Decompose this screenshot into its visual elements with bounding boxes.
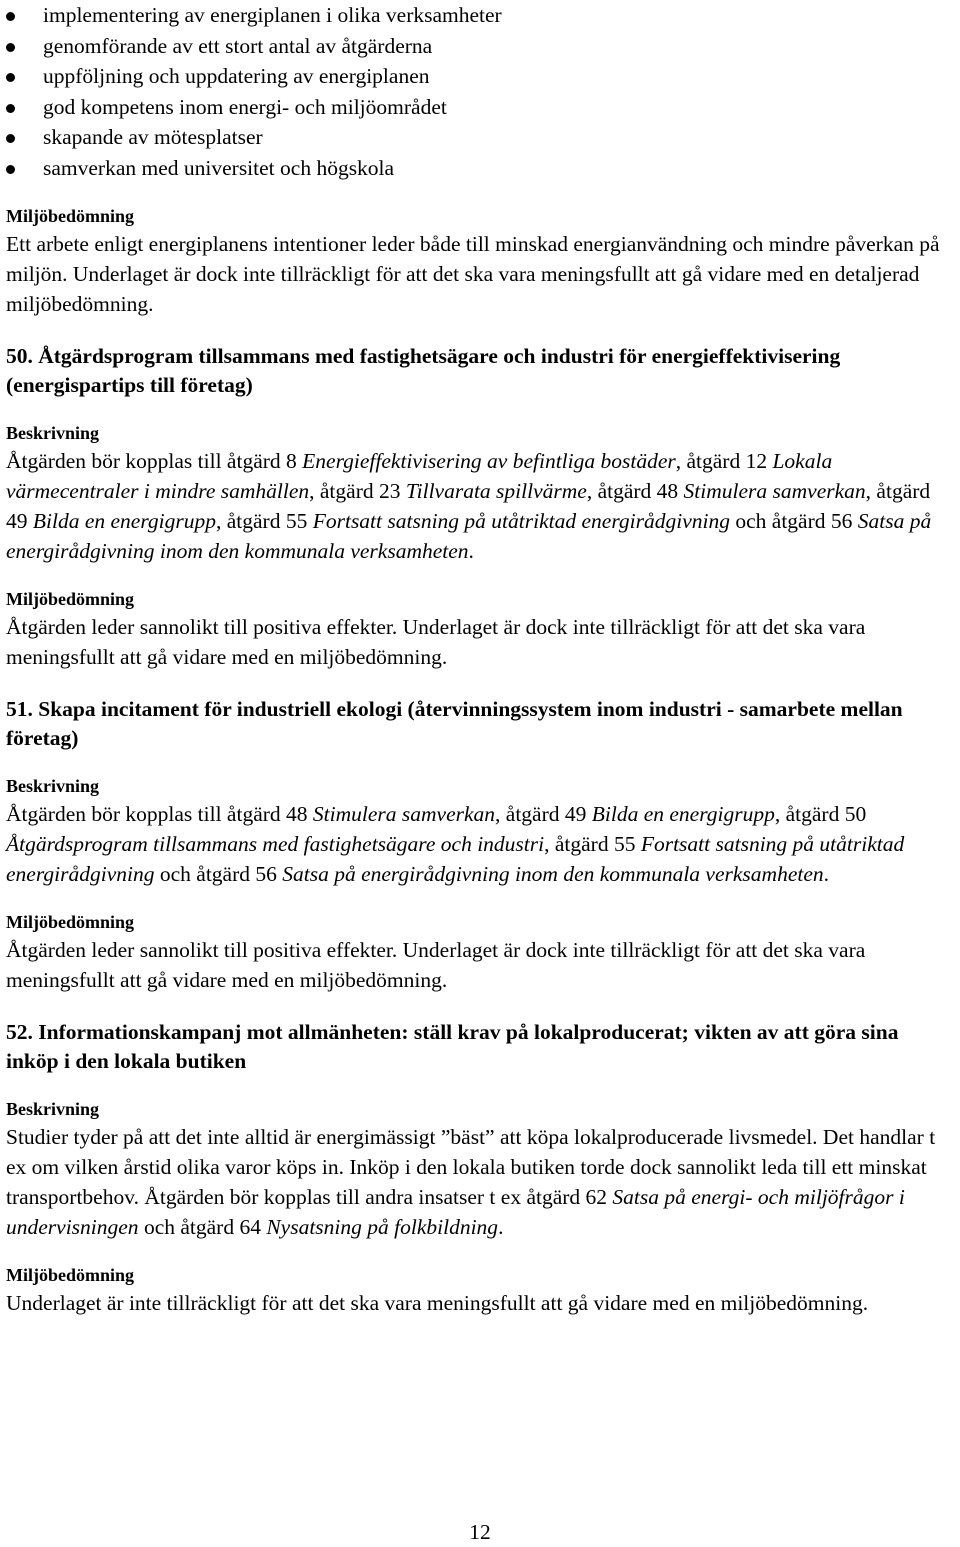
document-page — [6, 0, 956, 1318]
subheading-miljobedomning: Miljöbedömning — [6, 206, 135, 226]
list-item — [6, 92, 956, 123]
subheading-miljobedomning: Miljöbedömning — [6, 589, 135, 609]
paragraph-s51-description: Åtgärden bör kopplas till åtgärd 48 Stimulera samverkan, åtgärd 49 Bilda en energigrupp, åtgärd 50 Åtgärdsprogram tillsammans med fastighetsägare och industri, åtgärd 55 Fortsatt satsning på utåtriktad energirådgivning och åtgärd 56 Satsa på energirådgivning inom den kommunala verksamheten. — [6, 802, 905, 886]
list-item — [6, 0, 956, 31]
bullet-text: uppföljning och uppdatering av energiplanen — [43, 64, 430, 88]
bullet-icon — [6, 73, 15, 82]
bullet-text: genomförande av ett stort antal av åtgärderna — [43, 33, 433, 58]
section-heading-50: 50. Åtgärdsprogram tillsammans med fastighetsägare och industri för energieffektivisering (energispartips till företag) — [6, 344, 841, 397]
list-item — [6, 153, 956, 184]
page-number: 12 — [469, 1520, 491, 1544]
bullet-list — [6, 0, 956, 183]
paragraph-s52-miljo: Underlaget är inte tillräckligt för att det ska vara meningsfullt att gå vidare med en miljöbedömning. — [6, 1291, 869, 1315]
subheading-miljobedomning: Miljöbedömning — [6, 912, 135, 932]
subheading-beskrivning: Beskrivning — [6, 423, 100, 443]
bullet-icon — [6, 12, 15, 21]
section-heading-51: 51. Skapa incitament för industriell ekologi (återvinningssystem inom industri - samarbete mellan företag) — [6, 697, 903, 750]
bullet-icon — [6, 104, 15, 113]
bullet-icon — [6, 134, 15, 143]
paragraph-s51-miljo: Åtgärden leder sannolikt till positiva effekter. Underlaget är dock inte tillräckligt för att det ska vara meningsfullt att gå vidare med en miljöbedömning. — [6, 938, 866, 992]
list-item — [6, 122, 956, 153]
paragraph-s50-description: Åtgärden bör kopplas till åtgärd 8 Energieffektivisering av befintliga bostäder, åtgärd 12 Lokala värmecentraler i mindre samhällen, åtgärd 23 Tillvarata spillvärme, åtgärd 48 Stimulera samverkan, åtgärd 49 Bilda en energigrupp, åtgärd 55 Fortsatt satsning på utåtriktad energirådgivning och åtgärd 56 Satsa på energirådgivning inom den kommunala verksamheten. — [6, 449, 932, 563]
bullet-icon — [6, 165, 15, 174]
subheading-miljobedomning: Miljöbedömning — [6, 1265, 135, 1285]
bullet-text: implementering av energiplanen i olika verksamheter — [43, 3, 502, 27]
list-item — [6, 31, 956, 62]
paragraph-s52-description: Studier tyder på att det inte alltid är energimässigt ”bäst” att köpa lokalproducerade livsmedel. Det handlar t ex om vilken årstid olika varor köps in. Inköp i den lokala butiken torde dock sannolikt leda till ett minskat transportbehov. Åtgärden bör kopplas till andra insatser t ex åtgärd 62 Satsa på energi- och miljöfrågor i undervisningen och åtgärd 64 Nysatsning på folkbildning. — [6, 1125, 936, 1239]
bullet-text: skapande av mötesplatser — [43, 125, 263, 149]
bullet-text: god kompetens inom energi- och miljöområdet — [43, 94, 447, 119]
bullet-icon — [6, 43, 15, 52]
subheading-beskrivning: Beskrivning — [6, 776, 100, 796]
paragraph-s50-miljo: Åtgärden leder sannolikt till positiva effekter. Underlaget är dock inte tillräckligt för att det ska vara meningsfullt att gå vidare med en miljöbedömning. — [6, 615, 866, 669]
bullet-text: samverkan med universitet och högskola — [43, 155, 395, 180]
subheading-beskrivning: Beskrivning — [6, 1099, 100, 1119]
section-heading-52: 52. Informationskampanj mot allmänheten: ställ krav på lokalproducerat; vikten av att göra sina inköp i den lokala butiken — [6, 1020, 899, 1073]
paragraph-intro-miljo: Ett arbete enligt energiplanens intentioner leder både till minskad energianvändning och mindre påverkan på miljön. Underlaget är dock inte tillräckligt för att det ska vara meningsfullt att gå vidare med en detaljerad miljöbedömning. — [6, 232, 940, 316]
list-item — [6, 61, 956, 92]
